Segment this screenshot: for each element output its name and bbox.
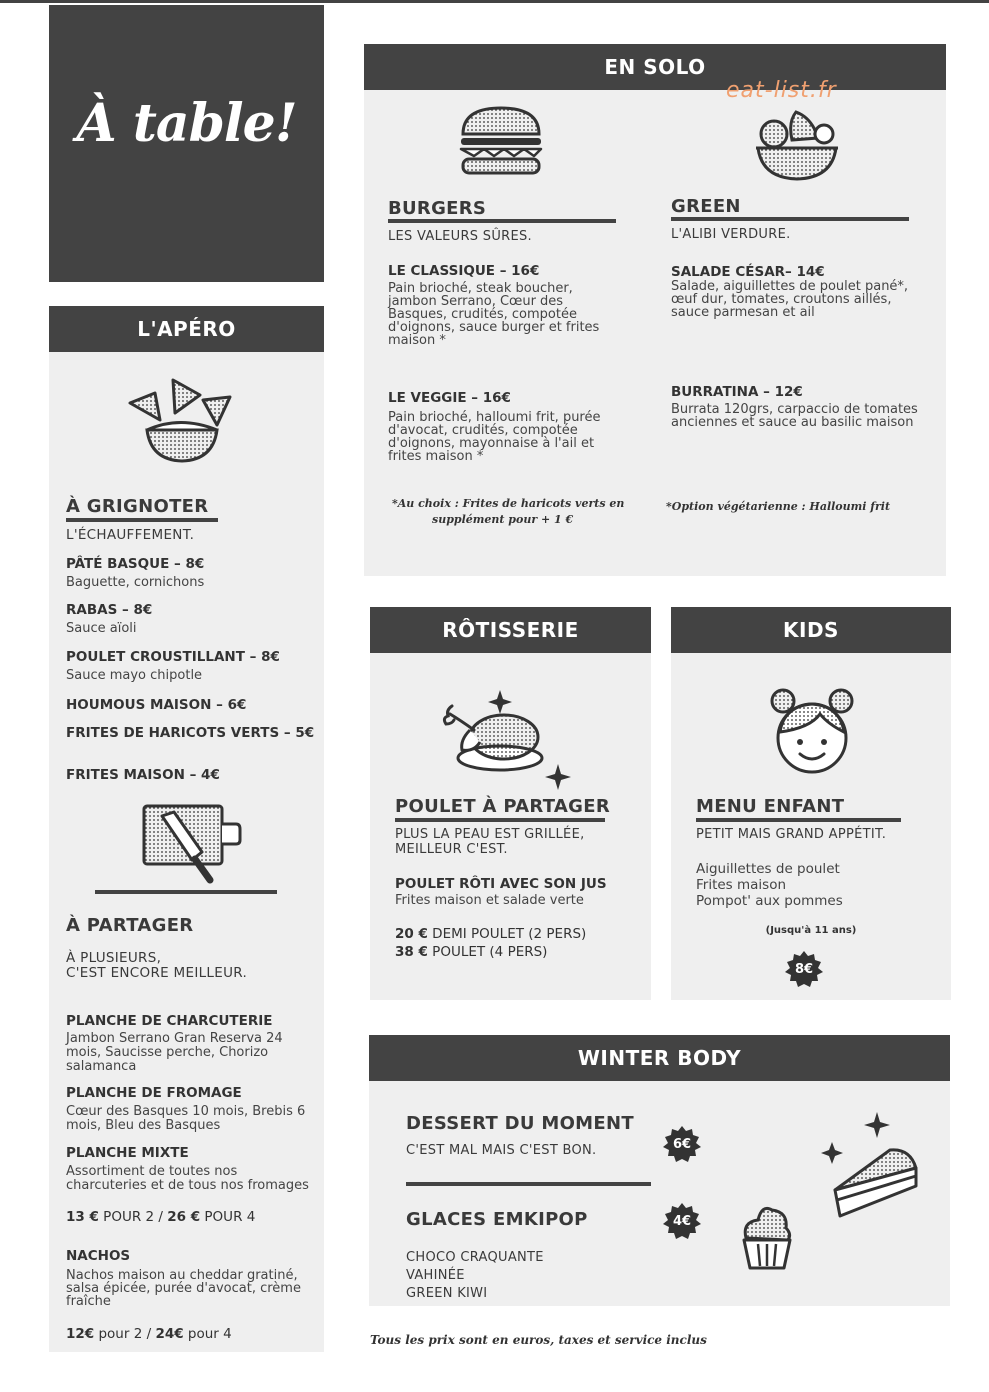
green-note: *Option végétarienne : Halloumi frit (666, 500, 891, 513)
price-label: DEMI POULET (2 PERS) (427, 926, 587, 942)
kids-age-note: (Jusqu'à 11 ans) (765, 925, 857, 936)
burgers-note-2: supplément pour + 1 € (432, 513, 574, 526)
menu-item-desc: d'oignons, mayonnaise à l'ail et (388, 436, 595, 451)
kids-subtitle: PETIT MAIS GRAND APPÉTIT. (696, 827, 887, 842)
menu-item-poulet-croustillant: POULET CROUSTILLANT – 8€ (66, 649, 280, 665)
menu-item-rabas: RABAS – 8€ (66, 602, 153, 618)
cutting-board-icon (140, 802, 245, 884)
burgers-note-1: *Au choix : Frites de haricots verts en (392, 497, 625, 510)
kids-line: Aiguillettes de poulet (696, 861, 840, 877)
menu-item-desc: Nachos maison au cheddar gratiné, (66, 1268, 298, 1283)
winter-header: WINTER BODY (369, 1035, 950, 1081)
glaces-flavor: CHOCO CRAQUANTE (406, 1250, 544, 1265)
menu-item-desc: Jambon Serrano Gran Reserva 24 (66, 1031, 283, 1046)
salad-icon (752, 104, 842, 182)
menu-item-desc: d'oignons, sauce burger et frites (388, 320, 600, 335)
menu-item-burratina: BURRATINA – 12€ (671, 384, 803, 400)
menu-item-pate: PÂTÉ BASQUE – 8€ (66, 556, 205, 572)
menu-item-veggie: LE VEGGIE – 16€ (388, 390, 511, 406)
kids-header: KIDS (671, 607, 951, 653)
roast-chicken-icon (440, 690, 575, 790)
grignoter-subtitle: L'ÉCHAUFFEMENT. (66, 527, 195, 543)
menu-item-classique: LE CLASSIQUE – 16€ (388, 263, 540, 279)
kids-line: Pompot' aux pommes (696, 893, 843, 909)
menu-item-desc: fraîche (66, 1294, 111, 1309)
price: 26 € (167, 1209, 201, 1225)
menu-item-desc: Frites maison et salade verte (395, 893, 584, 908)
menu-item-fromage: PLANCHE DE FROMAGE (66, 1085, 242, 1101)
rotisserie-title: POULET À PARTAGER (395, 796, 610, 817)
green-title: GREEN (671, 196, 741, 217)
kid-face-icon (766, 686, 858, 778)
menu-item-charcuterie: PLANCHE DE CHARCUTERIE (66, 1013, 273, 1029)
watermark: eat-list.fr (726, 78, 837, 103)
partager-title: À PARTAGER (66, 915, 194, 936)
footer-note: Tous les prix sont en euros, taxes et service inclus (370, 1333, 707, 1347)
rotisserie-price-row (395, 926, 586, 942)
menu-item-desc: sauce parmesan et ail (671, 305, 815, 320)
price-label: POULET (4 PERS) (427, 944, 548, 960)
menu-item-mixte: PLANCHE MIXTE (66, 1145, 189, 1161)
kids-line: Frites maison (696, 877, 787, 893)
menu-item-desc: œuf dur, tomates, croutons aillés, (671, 292, 892, 307)
menu-item-desc: salsa épicée, purée d'avocat, crème (66, 1281, 301, 1296)
title-block (49, 5, 324, 282)
menu-item-houmous: HOUMOUS MAISON – 6€ (66, 697, 247, 713)
menu-item-desc: Sauce mayo chipotle (66, 668, 203, 683)
cupcake-icon (738, 1198, 796, 1272)
rotisserie-subtitle-2: MEILLEUR C'EST. (395, 842, 508, 857)
partager-subtitle-2: C'EST ENCORE MEILLEUR. (66, 965, 248, 981)
partager-prices (66, 1209, 255, 1225)
page-title: À table! (76, 93, 297, 154)
price: 38 € (395, 944, 428, 960)
glaces-price-badge (662, 1202, 702, 1242)
menu-item-desc: Salade, aiguillettes de poulet pané*, (671, 279, 909, 294)
menu-item-nachos: NACHOS (66, 1248, 131, 1264)
rotisserie-header: RÔTISSERIE (370, 607, 651, 653)
kids-rule (696, 818, 901, 822)
menu-item-desc: Pain brioché, halloumi frit, purée (388, 410, 601, 425)
price: 4€ (672, 1214, 692, 1229)
menu-item-desc: Pain brioché, steak boucher, (388, 281, 573, 296)
price: 13 € (66, 1209, 99, 1225)
menu-item-desc: salamanca (66, 1059, 137, 1074)
pie-slice-icon (820, 1112, 925, 1222)
price: 8€ (794, 962, 814, 977)
menu-item-desc: jambon Serrano, Cœur des (388, 294, 564, 309)
menu-item-frites-haricots: FRITES DE HARICOTS VERTS – 5€ (66, 725, 315, 741)
burger-icon (458, 104, 544, 176)
price: 6€ (672, 1137, 692, 1152)
menu-item-poulet-roti: POULET RÔTI AVEC SON JUS (395, 876, 607, 892)
nachos-prices (66, 1326, 232, 1342)
rotisserie-rule (395, 818, 605, 822)
partager-top-rule (95, 890, 277, 894)
winter-rule (406, 1182, 651, 1186)
apero-header: L'APÉRO (49, 306, 324, 352)
price: 24€ (155, 1326, 184, 1342)
menu-item-desc: Sauce aïoli (66, 621, 137, 636)
burgers-subtitle: LES VALEURS SÛRES. (388, 229, 532, 244)
kids-title: MENU ENFANT (696, 796, 845, 817)
menu-item-desc: Assortiment de toutes nos (66, 1164, 238, 1179)
top-border (0, 0, 989, 3)
price: 12€ (66, 1326, 95, 1342)
burgers-title: BURGERS (388, 198, 487, 219)
menu-item-desc: anciennes et sauce au basilic maison (671, 415, 914, 430)
menu-item-desc: Baguette, cornichons (66, 575, 205, 590)
green-subtitle: L'ALIBI VERDURE. (671, 227, 791, 242)
price-label: POUR 4 (200, 1209, 256, 1225)
glaces-flavor: VAHINÉE (406, 1268, 465, 1283)
menu-item-desc: maison * (388, 333, 446, 348)
price-label: pour 4 (183, 1326, 232, 1342)
menu-item-frites-maison: FRITES MAISON – 4€ (66, 767, 220, 783)
price-label: pour 2 / (94, 1326, 156, 1342)
menu-item-desc: d'avocat, crudités, compotée (388, 423, 578, 438)
menu-item-desc: mois, Saucisse perche, Chorizo (66, 1045, 269, 1060)
solo-header: EN SOLO (364, 44, 946, 90)
menu-item-desc: frites maison * (388, 449, 484, 464)
rotisserie-price-row (395, 944, 547, 960)
dessert-title: DESSERT DU MOMENT (406, 1113, 634, 1134)
price: 20 € (395, 926, 428, 942)
menu-item-desc: Basques, crudités, compotée (388, 307, 577, 322)
menu-item-desc: charcuteries et de tous nos fromages (66, 1178, 309, 1193)
grignoter-rule (66, 518, 218, 522)
price-label: POUR 2 / (98, 1209, 168, 1225)
nachos-icon (125, 375, 235, 470)
menu-item-desc: mois, Bleu des Basques (66, 1118, 221, 1133)
dessert-subtitle: C'EST MAL MAIS C'EST BON. (406, 1143, 597, 1158)
glaces-flavor: GREEN KIWI (406, 1286, 488, 1301)
glaces-title: GLACES EMKIPOP (406, 1209, 588, 1230)
menu-item-desc: Cœur des Basques 10 mois, Brebis 6 (66, 1104, 306, 1119)
burgers-rule (388, 219, 616, 223)
rotisserie-subtitle-1: PLUS LA PEAU EST GRILLÉE, (395, 827, 585, 842)
menu-item-desc: Burrata 120grs, carpaccio de tomates (671, 402, 918, 417)
grignoter-title: À GRIGNOTER (66, 496, 209, 517)
menu-item-cesar: SALADE CÉSAR– 14€ (671, 264, 825, 280)
kids-price-badge (784, 950, 824, 990)
dessert-price-badge (662, 1125, 702, 1165)
partager-subtitle-1: À PLUSIEURS, (66, 950, 162, 966)
green-rule (671, 217, 909, 221)
